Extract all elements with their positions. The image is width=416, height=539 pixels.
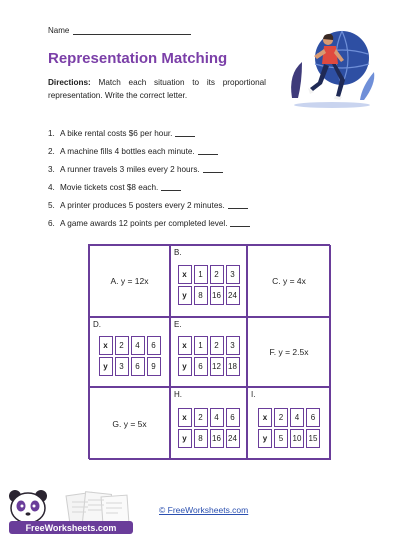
answer-blank[interactable] — [228, 201, 248, 209]
option-a-equation: A. y = 12x — [110, 276, 149, 286]
answer-blank[interactable] — [161, 183, 181, 191]
question-number: 1. — [48, 128, 55, 138]
directions-text: Match each situation to its proportional representation. Write the correct letter. — [48, 78, 266, 100]
y-value: 10 — [290, 429, 304, 448]
directions-label: Directions: — [48, 78, 91, 87]
question-item — [48, 196, 250, 214]
y-value: 24 — [226, 286, 240, 305]
option-d-letter: D. — [93, 320, 101, 329]
question-text: A bike rental costs $6 per hour. — [60, 128, 173, 138]
y-header: y — [178, 429, 192, 448]
option-e-letter: E. — [174, 320, 182, 329]
y-value: 9 — [147, 357, 161, 376]
x-value: 1 — [194, 336, 208, 355]
table-row-x — [178, 408, 240, 427]
table-row-x — [178, 265, 240, 284]
footer-copyright-link[interactable]: © FreeWorksheets.com — [159, 505, 249, 515]
y-value: 5 — [274, 429, 288, 448]
y-header: y — [178, 286, 192, 305]
question-text: A runner travels 3 miles every 2 hours. — [60, 164, 200, 174]
logo-wordmark: FreeWorksheets.com — [25, 523, 117, 533]
answer-options-grid — [88, 244, 330, 459]
answer-blank[interactable] — [203, 165, 223, 173]
option-d — [89, 317, 170, 387]
answer-blank[interactable] — [198, 147, 218, 155]
table-row-y — [178, 286, 240, 305]
y-header: y — [178, 357, 192, 376]
x-value: 2 — [210, 336, 224, 355]
option-a — [89, 245, 170, 317]
x-value: 1 — [194, 265, 208, 284]
option-g — [89, 387, 170, 460]
question-list — [48, 124, 250, 232]
x-value: 4 — [131, 336, 145, 355]
name-row — [48, 26, 191, 35]
table-row-y — [258, 429, 320, 448]
freeworksheets-logo — [6, 488, 136, 536]
table-row-y — [178, 357, 240, 376]
panda-pupil-right — [33, 505, 36, 508]
option-f — [247, 317, 331, 387]
directions — [48, 77, 266, 102]
option-i — [247, 387, 331, 460]
option-c-equation: C. y = 4x — [272, 276, 306, 286]
option-h-table — [176, 406, 242, 450]
panda-face — [11, 493, 45, 523]
x-value: 2 — [115, 336, 129, 355]
y-value: 6 — [194, 357, 208, 376]
option-d-table — [97, 334, 163, 378]
name-line[interactable] — [73, 27, 191, 35]
x-header: x — [178, 265, 192, 284]
y-value: 16 — [210, 429, 224, 448]
option-c — [247, 245, 331, 317]
x-value: 4 — [290, 408, 304, 427]
y-value: 15 — [306, 429, 320, 448]
question-number: 2. — [48, 146, 55, 156]
x-header: x — [178, 408, 192, 427]
y-value: 8 — [194, 286, 208, 305]
question-item — [48, 178, 250, 196]
option-h — [170, 387, 247, 460]
leaf-right — [360, 72, 374, 100]
table-row-y — [178, 429, 240, 448]
x-value: 4 — [210, 408, 224, 427]
option-f-equation: F. y = 2.5x — [269, 347, 309, 357]
x-value: 2 — [194, 408, 208, 427]
x-value: 2 — [274, 408, 288, 427]
question-text: A game awards 12 points per completed level. — [60, 218, 228, 228]
y-value: 3 — [115, 357, 129, 376]
option-i-letter: I. — [251, 390, 256, 399]
question-number: 3. — [48, 164, 55, 174]
answer-blank[interactable] — [230, 219, 250, 227]
table-row-x — [99, 336, 161, 355]
question-number: 5. — [48, 200, 55, 210]
question-item — [48, 160, 250, 178]
x-header: x — [99, 336, 113, 355]
question-text: A printer produces 5 posters every 2 minutes. — [60, 200, 225, 210]
question-text: A machine fills 4 bottles each minute. — [60, 146, 195, 156]
panda-pupil-left — [21, 505, 24, 508]
x-value: 2 — [210, 265, 224, 284]
option-h-letter: H. — [174, 390, 182, 399]
runner-hair — [323, 34, 333, 40]
runner-illustration — [284, 26, 380, 110]
table-row-y — [99, 357, 161, 376]
y-value: 18 — [226, 357, 240, 376]
option-e — [170, 317, 247, 387]
x-value: 3 — [226, 336, 240, 355]
answer-blank[interactable] — [175, 129, 195, 137]
question-text: Movie tickets cost $8 each. — [60, 182, 159, 192]
option-i-table — [256, 406, 322, 450]
option-b — [170, 245, 247, 317]
table-row-x — [178, 336, 240, 355]
question-number: 6. — [48, 218, 55, 228]
ground-shadow — [294, 102, 370, 108]
worksheet-stack-front — [101, 495, 129, 525]
y-value: 6 — [131, 357, 145, 376]
question-item — [48, 142, 250, 160]
leaf-left — [291, 62, 302, 98]
x-value: 6 — [147, 336, 161, 355]
table-row-x — [258, 408, 320, 427]
option-g-equation: G. y = 5x — [112, 418, 147, 429]
option-b-table — [176, 263, 242, 307]
name-label: Name — [48, 26, 70, 35]
panda-nose — [26, 512, 31, 515]
y-value: 8 — [194, 429, 208, 448]
y-value: 24 — [226, 429, 240, 448]
x-header: x — [178, 336, 192, 355]
x-header: x — [258, 408, 272, 427]
y-value: 16 — [210, 286, 224, 305]
y-header: y — [99, 357, 113, 376]
option-b-letter: B. — [174, 248, 182, 257]
question-item — [48, 214, 250, 232]
x-value: 3 — [226, 265, 240, 284]
x-value: 6 — [306, 408, 320, 427]
x-value: 6 — [226, 408, 240, 427]
page-title: Representation Matching — [48, 50, 228, 67]
y-header: y — [258, 429, 272, 448]
y-value: 12 — [210, 357, 224, 376]
question-item — [48, 124, 250, 142]
option-e-table — [176, 334, 242, 378]
question-number: 4. — [48, 182, 55, 192]
